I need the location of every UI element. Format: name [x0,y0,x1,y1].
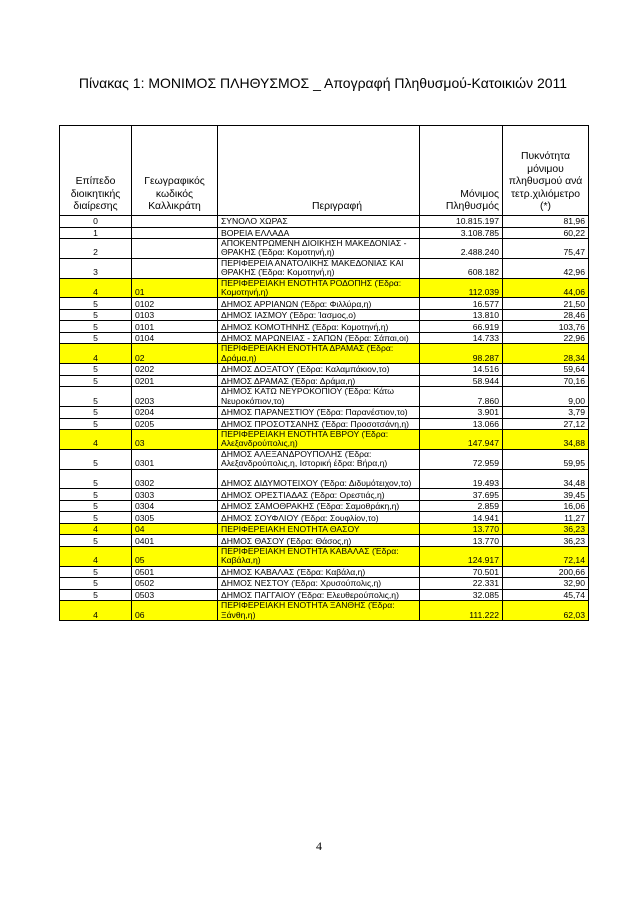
cell-description: ΠΕΡΙΦΕΡΕΙΑΚΗ ΕΝΟΤΗΤΑ ΔΡΑΜΑΣ (Έδρα: Δράμα,η) [218,344,420,364]
cell-level: 4 [60,278,132,298]
cell-level: 3 [60,258,132,278]
table-row [60,227,589,239]
table-title: Πίνακας 1: ΜΟΝΙΜΟΣ ΠΛΗΘΥΣΜΟΣ _ Απογραφή Πληθυσμού-Κατοικιών 2011 [78,75,568,91]
cell-code: 0201 [132,375,218,387]
cell-population: 66.919 [420,321,503,333]
cell-code: 01 [132,278,218,298]
table-row [60,375,589,387]
cell-description: ΠΕΡΙΦΕΡΕΙΑΚΗ ΕΝΟΤΗΤΑ ΞΑΝΘΗΣ (Έδρα: Ξάνθη,η) [218,601,420,621]
cell-level: 0 [60,216,132,228]
table-row [60,578,589,590]
cell-level: 5 [60,512,132,524]
cell-description: ΒΟΡΕΙΑ ΕΛΛΑΔΑ [218,227,420,239]
cell-code: 05 [132,546,218,566]
cell-code [132,239,218,259]
table-row [60,309,589,321]
cell-population: 13.770 [420,535,503,547]
cell-description: ΔΗΜΟΣ ΝΕΣΤΟΥ (Έδρα: Χρυσούπολις,η) [218,578,420,590]
cell-population: 111.222 [420,601,503,621]
cell-code: 0302 [132,469,218,489]
cell-population: 112.039 [420,278,503,298]
cell-description: ΔΗΜΟΣ ΔΡΑΜΑΣ (Έδρα: Δράμα,η) [218,375,420,387]
cell-density: 75,47 [503,239,589,259]
cell-code [132,216,218,228]
cell-population: 7.860 [420,387,503,407]
cell-code: 0104 [132,332,218,344]
cell-level: 5 [60,578,132,590]
table-row [60,512,589,524]
cell-population: 2.859 [420,500,503,512]
cell-code: 03 [132,430,218,450]
cell-density: 27,12 [503,418,589,430]
cell-description: ΔΗΜΟΣ ΜΑΡΩΝΕΙΑΣ - ΣΑΠΩΝ (Έδρα: Σάπαι,οι) [218,332,420,344]
cell-density: 45,74 [503,589,589,601]
cell-level: 5 [60,387,132,407]
cell-density: 62,03 [503,601,589,621]
cell-code: 06 [132,601,218,621]
cell-population: 3.901 [420,407,503,419]
cell-code: 0103 [132,309,218,321]
cell-description: ΔΗΜΟΣ ΟΡΕΣΤΙΑΔΑΣ (Έδρα: Ορεστιάς,η) [218,489,420,501]
header-population: Μόνιμος Πληθυσμός [420,126,503,216]
cell-density: 44,06 [503,278,589,298]
table-row [60,407,589,419]
cell-population: 22.331 [420,578,503,590]
cell-population: 2.488.240 [420,239,503,259]
table-row [60,430,589,450]
cell-density: 9,00 [503,387,589,407]
cell-density: 32,90 [503,578,589,590]
cell-description: ΔΗΜΟΣ ΘΑΣΟΥ (Έδρα: Θάσος,η) [218,535,420,547]
cell-description: ΔΗΜΟΣ ΠΑΡΑΝΕΣΤΙΟΥ (Έδρα: Παρανέστιον,το) [218,407,420,419]
cell-population: 72.959 [420,449,503,469]
cell-level: 4 [60,546,132,566]
table-row [60,332,589,344]
table-row [60,298,589,310]
population-table [59,125,589,621]
cell-density: 81,96 [503,216,589,228]
table-row [60,489,589,501]
cell-code: 0501 [132,566,218,578]
cell-description: ΔΗΜΟΣ ΚΑΒΑΛΑΣ (Έδρα: Καβάλα,η) [218,566,420,578]
cell-density: 59,64 [503,364,589,376]
table-row [60,469,589,489]
cell-level: 5 [60,407,132,419]
cell-density: 28,34 [503,344,589,364]
cell-code: 0204 [132,407,218,419]
table-row [60,535,589,547]
cell-density: 42,96 [503,258,589,278]
cell-population: 16.577 [420,298,503,310]
table-row [60,364,589,376]
cell-level: 2 [60,239,132,259]
cell-population: 124.917 [420,546,503,566]
cell-density: 36,23 [503,535,589,547]
cell-level: 5 [60,309,132,321]
cell-population: 14.941 [420,512,503,524]
cell-density: 36,23 [503,523,589,535]
cell-level: 5 [60,418,132,430]
cell-code: 0401 [132,535,218,547]
cell-level: 5 [60,449,132,469]
cell-level: 5 [60,332,132,344]
cell-level: 5 [60,364,132,376]
cell-description: ΠΕΡΙΦΕΡΕΙΑΚΗ ΕΝΟΤΗΤΑ ΕΒΡΟΥ (Έδρα: Αλεξανδρούπολις,η) [218,430,420,450]
cell-density: 11,27 [503,512,589,524]
cell-code: 0102 [132,298,218,310]
cell-density: 200,66 [503,566,589,578]
page-number: 4 [316,839,322,853]
cell-population: 13.066 [420,418,503,430]
cell-description: ΔΗΜΟΣ ΔΙΔΥΜΟΤΕΙΧΟΥ (Έδρα: Διδυμότειχον,το) [218,469,420,489]
cell-code: 0503 [132,589,218,601]
cell-description: ΔΗΜΟΣ ΣΑΜΟΘΡΑΚΗΣ (Έδρα: Σαμοθράκη,η) [218,500,420,512]
table-row [60,418,589,430]
cell-density: 39,45 [503,489,589,501]
cell-description: ΔΗΜΟΣ ΚΟΜΟΤΗΝΗΣ (Έδρα: Κομοτηνή,η) [218,321,420,333]
cell-code: 0101 [132,321,218,333]
cell-code [132,258,218,278]
cell-level: 4 [60,523,132,535]
cell-level: 5 [60,298,132,310]
cell-population: 32.085 [420,589,503,601]
table-row [60,216,589,228]
cell-density: 72,14 [503,546,589,566]
cell-population: 70.501 [420,566,503,578]
cell-description: ΣΥΝΟΛΟ ΧΩΡΑΣ [218,216,420,228]
cell-level: 4 [60,601,132,621]
cell-population: 13.810 [420,309,503,321]
cell-density: 103,76 [503,321,589,333]
cell-population: 608.182 [420,258,503,278]
table-row [60,523,589,535]
cell-description: ΔΗΜΟΣ ΠΑΓΓΑΙΟΥ (Έδρα: Ελευθερούπολις,η) [218,589,420,601]
cell-population: 37.695 [420,489,503,501]
cell-description: ΠΕΡΙΦΕΡΕΙΑ ΑΝΑΤΟΛΙΚΗΣ ΜΑΚΕΔΟΝΙΑΣ ΚΑΙ ΘΡΑΚΗΣ (Έδρα: Κομοτηνή,η) [218,258,420,278]
cell-code: 0202 [132,364,218,376]
cell-level: 5 [60,535,132,547]
cell-population: 14.733 [420,332,503,344]
cell-code: 0303 [132,489,218,501]
cell-level: 5 [60,500,132,512]
cell-level: 5 [60,375,132,387]
cell-level: 5 [60,321,132,333]
table-row [60,601,589,621]
cell-description: ΑΠΟΚΕΝΤΡΩΜΕΝΗ ΔΙΟΙΚΗΣΗ ΜΑΚΕΔΟΝΙΑΣ - ΘΡΑΚΗΣ (Έδρα: Κομοτηνή,η) [218,239,420,259]
cell-level: 4 [60,430,132,450]
cell-population: 14.516 [420,364,503,376]
cell-population: 58.944 [420,375,503,387]
cell-level: 5 [60,566,132,578]
cell-code: 02 [132,344,218,364]
cell-density: 34,88 [503,430,589,450]
cell-code: 0301 [132,449,218,469]
cell-code: 0203 [132,387,218,407]
cell-density: 34,48 [503,469,589,489]
table-row [60,566,589,578]
cell-density: 59,95 [503,449,589,469]
cell-population: 3.108.785 [420,227,503,239]
cell-code: 0205 [132,418,218,430]
table-row [60,258,589,278]
cell-code: 0502 [132,578,218,590]
cell-population: 98.287 [420,344,503,364]
table-row [60,278,589,298]
cell-level: 5 [60,489,132,501]
cell-density: 16,06 [503,500,589,512]
table-row [60,546,589,566]
cell-code: 04 [132,523,218,535]
cell-density: 60,22 [503,227,589,239]
cell-description: ΠΕΡΙΦΕΡΕΙΑΚΗ ΕΝΟΤΗΤΑ ΚΑΒΑΛΑΣ (Έδρα: Καβάλα,η) [218,546,420,566]
table-row [60,344,589,364]
cell-population: 10.815.197 [420,216,503,228]
cell-code: 0304 [132,500,218,512]
cell-description: ΔΗΜΟΣ ΑΛΕΞΑΝΔΡΟΥΠΟΛΗΣ (Έδρα: Αλεξανδρούπολις,η, Ιστορική έδρα: Βήρα,η) [218,449,420,469]
cell-description: ΔΗΜΟΣ ΔΟΞΑΤΟΥ (Έδρα: Καλαμπάκιον,το) [218,364,420,376]
cell-level: 4 [60,344,132,364]
cell-description: ΔΗΜΟΣ ΙΑΣΜΟΥ (Έδρα: Ίασμος,ο) [218,309,420,321]
table-row [60,500,589,512]
cell-population: 13.770 [420,523,503,535]
cell-code: 0305 [132,512,218,524]
cell-population: 19.493 [420,469,503,489]
table-row [60,321,589,333]
table-row [60,239,589,259]
cell-level: 5 [60,589,132,601]
cell-density: 22,96 [503,332,589,344]
cell-description: ΠΕΡΙΦΕΡΕΙΑΚΗ ΕΝΟΤΗΤΑ ΡΟΔΟΠΗΣ (Έδρα: Κομοτηνή,η) [218,278,420,298]
table-row [60,589,589,601]
cell-description: ΠΕΡΙΦΕΡΕΙΑΚΗ ΕΝΟΤΗΤΑ ΘΑΣΟΥ [218,523,420,535]
header-description: Περιγραφή [218,126,420,216]
cell-population: 147.947 [420,430,503,450]
cell-level: 1 [60,227,132,239]
cell-code [132,227,218,239]
header-density: Πυκνότητα μόνιμου πληθυσμού ανά τετρ.χιλιόμετρο (*) [503,126,589,216]
cell-description: ΔΗΜΟΣ ΠΡΟΣΟΤΣΑΝΗΣ (Έδρα: Προσοτσάνη,η) [218,418,420,430]
cell-density: 3,79 [503,407,589,419]
cell-level: 5 [60,469,132,489]
table-body [60,216,589,621]
header-level: Επίπεδο διοικητικής διαίρεσης [60,126,132,216]
table-row [60,449,589,469]
cell-density: 70,16 [503,375,589,387]
header-code: Γεωγραφικός κωδικός Καλλικράτη [132,126,218,216]
cell-description: ΔΗΜΟΣ ΑΡΡΙΑΝΩΝ (Έδρα: Φιλλύρα,η) [218,298,420,310]
table-row [60,387,589,407]
cell-density: 28,46 [503,309,589,321]
cell-description: ΔΗΜΟΣ ΣΟΥΦΛΙΟΥ (Έδρα: Σουφλίον,το) [218,512,420,524]
cell-density: 21,50 [503,298,589,310]
cell-description: ΔΗΜΟΣ ΚΑΤΩ ΝΕΥΡΟΚΟΠΙΟΥ (Έδρα: Κάτω Νευροκόπιον,το) [218,387,420,407]
